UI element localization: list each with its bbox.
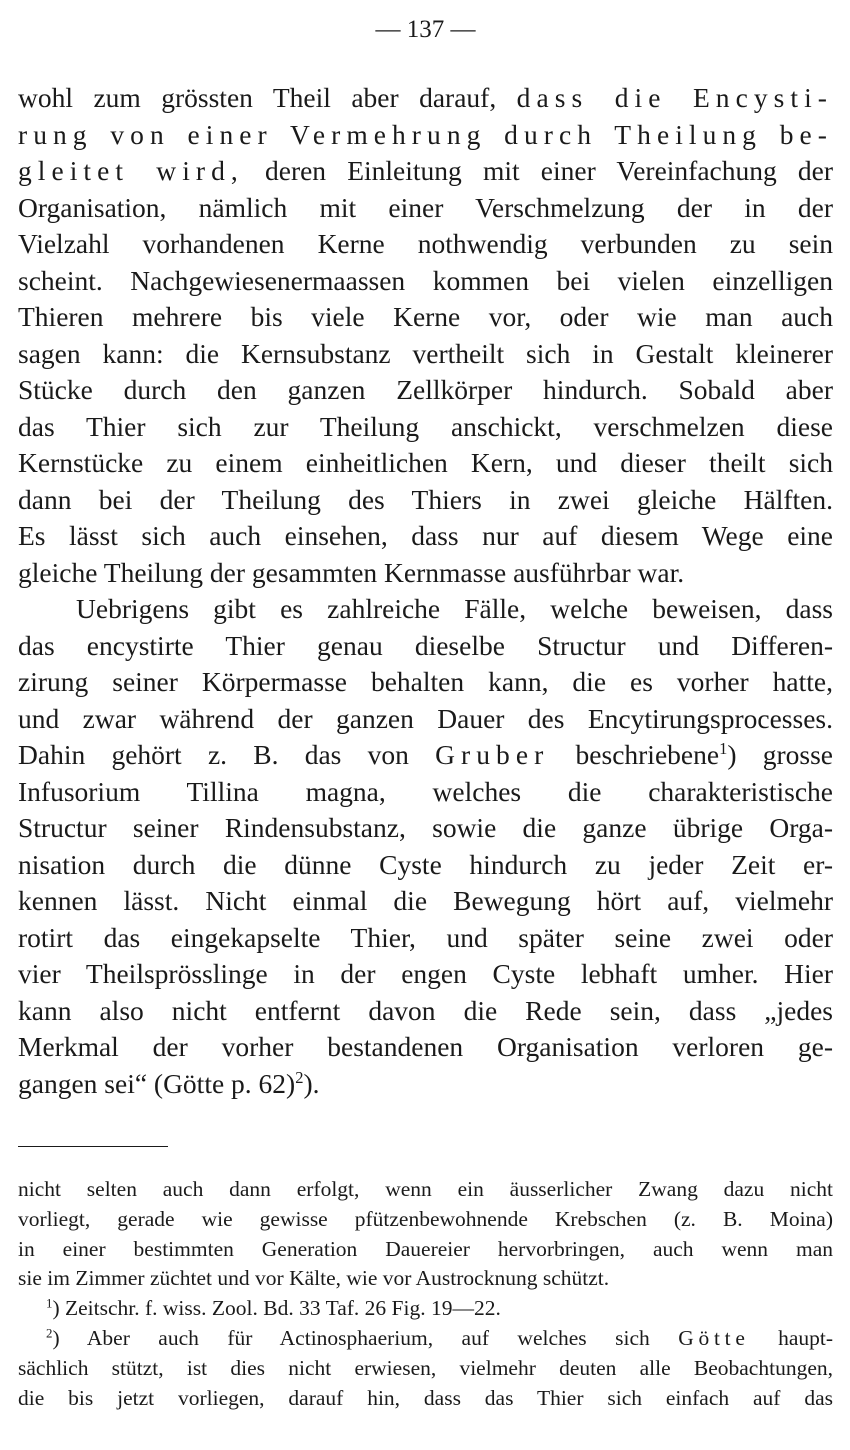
text-line (18, 883, 833, 920)
text-run: Stücke durch den ganzen Zellkörper hindurch. Sobald aber (18, 374, 833, 405)
text-run: ) Zeitschr. f. wiss. Zool. Bd. 33 Taf. 26 Fig. 19—22. (52, 1296, 501, 1321)
text-line (18, 1066, 833, 1103)
text-run: Structur seiner Rindensubstanz, sowie die ganze übrige Orga- (18, 812, 833, 843)
text-line (18, 1029, 833, 1066)
footnote-line (18, 1354, 833, 1384)
text-run: Uebrigens gibt es zahlreiche Fälle, welche beweisen, dass (76, 593, 833, 624)
footnote-line (18, 1384, 833, 1414)
text-line (18, 518, 833, 555)
text-run: sie im Zimmer züchtet und vor Kälte, wie vor Austrocknung schützt. (18, 1266, 610, 1291)
text-run: Vielzahl vorhandenen Kerne nothwendig verbunden zu sein (18, 228, 833, 259)
text-run: beschriebene (549, 739, 720, 770)
page-number: — 137 — (375, 16, 476, 43)
book-page (18, 10, 833, 1413)
text-run: rotirt das eingekapselte Thier, und später seine zwei oder (18, 921, 833, 953)
text-line (18, 737, 833, 774)
footnote-line (18, 1324, 833, 1354)
text-run: ) Aber auch für Actinosphaerium, auf welches sich (52, 1325, 679, 1350)
text-line (18, 226, 833, 263)
text-line (18, 956, 833, 993)
spaced-text: Götte (678, 1325, 750, 1350)
text-line (18, 628, 833, 665)
footnote-line (18, 1205, 833, 1235)
text-run: gangen sei“ (Götte p. 62) (18, 1067, 296, 1099)
footnote-line (18, 1235, 833, 1265)
text-line (18, 993, 833, 1030)
text-line (18, 920, 833, 957)
footnote-marker: 2 (295, 1067, 304, 1087)
footnote-separator (18, 1146, 168, 1147)
text-line (18, 664, 833, 701)
text-run: in einer bestimmten Generation Dauereier hervorbringen, auch wenn man (18, 1236, 833, 1261)
text-run: Infusorium Tillina magna, welches die charakteristische (18, 775, 833, 807)
footnote-marker: 1 (719, 739, 728, 759)
text-line (18, 555, 833, 592)
footnote-line (18, 1264, 833, 1294)
text-run: sächlich stützt, ist dies nicht erwiesen, vielmehr deuten alle Beobachtungen, (18, 1355, 833, 1380)
text-run: ). (303, 1067, 320, 1099)
footnotes (18, 1175, 833, 1413)
text-line (18, 117, 833, 154)
footnote-line (18, 1175, 833, 1205)
text-line (18, 774, 833, 811)
text-run: kann also nicht entfernt davon die Rede sein, dass „jedes (18, 994, 833, 1026)
text-line (18, 372, 833, 409)
spaced-text: rung von einer Vermehrung durch Theilung be- (18, 118, 833, 150)
text-run: ) grosse (727, 739, 833, 770)
spaced-text: dass die Encysti- (516, 82, 833, 113)
text-run: Organisation, nämlich mit einer Verschmelzung der in der (18, 191, 833, 223)
text-run: das Thier sich zur Theilung anschickt, verschmelzen diese (18, 410, 833, 442)
text-line (18, 190, 833, 227)
text-line (18, 445, 833, 482)
text-run: die bis jetzt vorliegen, darauf hin, dass das Thier sich einfach auf das (18, 1385, 833, 1410)
text-line (18, 701, 833, 738)
text-run: scheint. Nachgewiesenermaassen kommen bei vielen einzelligen (18, 264, 833, 296)
text-run: haupt- (749, 1325, 833, 1350)
text-run: vorliegt, gerade wie gewisse pfützenbewohnende Krebschen (z. B. Moina) (18, 1206, 833, 1231)
text-line (18, 263, 833, 300)
text-line (18, 153, 833, 190)
text-run: nicht selten auch dann erfolgt, wenn ein äusserlicher Zwang dazu nicht (18, 1177, 833, 1201)
text-run: nisation durch die dünne Cyste hindurch zu jeder Zeit er- (18, 848, 833, 880)
text-line (18, 409, 833, 446)
spaced-text: Gruber (435, 739, 550, 770)
text-run: das encystirte Thier genau dieselbe Structur und Differen- (18, 629, 833, 661)
text-run: Kernstücke zu einem einheitlichen Kern, und dieser theilt sich (18, 447, 833, 478)
text-line (18, 591, 833, 628)
text-run: Dahin gehört z. B. das von (18, 739, 436, 770)
text-run: vier Theilsprösslinge in der engen Cyste lebhaft umher. Hier (18, 958, 833, 989)
spaced-text: gleitet wird, (18, 155, 244, 186)
text-run: Merkmal der vorher bestandenen Organisation verloren ge- (18, 1031, 833, 1062)
text-line (18, 336, 833, 373)
text-run: Thieren mehrere bis viele Kerne vor, oder wie man auch (18, 301, 833, 332)
text-line (18, 299, 833, 336)
text-line (18, 847, 833, 884)
text-run: dann bei der Theilung des Thiers in zwei gleiche Hälften. (18, 483, 833, 515)
text-run: Es lässt sich auch einsehen, dass nur auf diesem Wege eine (18, 520, 833, 551)
text-run: sagen kann: die Kernsubstanz vertheilt sich in Gestalt kleinerer (18, 337, 833, 369)
text-line (18, 80, 833, 117)
text-run: und zwar während der ganzen Dauer des Encytirungsprocesses. (18, 702, 833, 734)
text-line (18, 482, 833, 519)
text-run: wohl zum grössten Theil aber darauf, (18, 82, 517, 113)
footnote-marker: 2 (46, 1326, 53, 1341)
text-run: deren Einleitung mit einer Vereinfachung der (243, 155, 833, 186)
text-run: gleiche Theilung der gesammten Kernmasse ausführbar war. (18, 556, 685, 588)
text-line (18, 810, 833, 847)
footnote-marker: 1 (46, 1296, 53, 1311)
main-text (18, 80, 833, 1102)
text-run: zirung seiner Körpermasse behalten kann, die es vorher hatte, (18, 666, 833, 697)
text-run: kennen lässt. Nicht einmal die Bewegung hört auf, vielmehr (18, 885, 833, 916)
footnote-line (18, 1294, 833, 1324)
